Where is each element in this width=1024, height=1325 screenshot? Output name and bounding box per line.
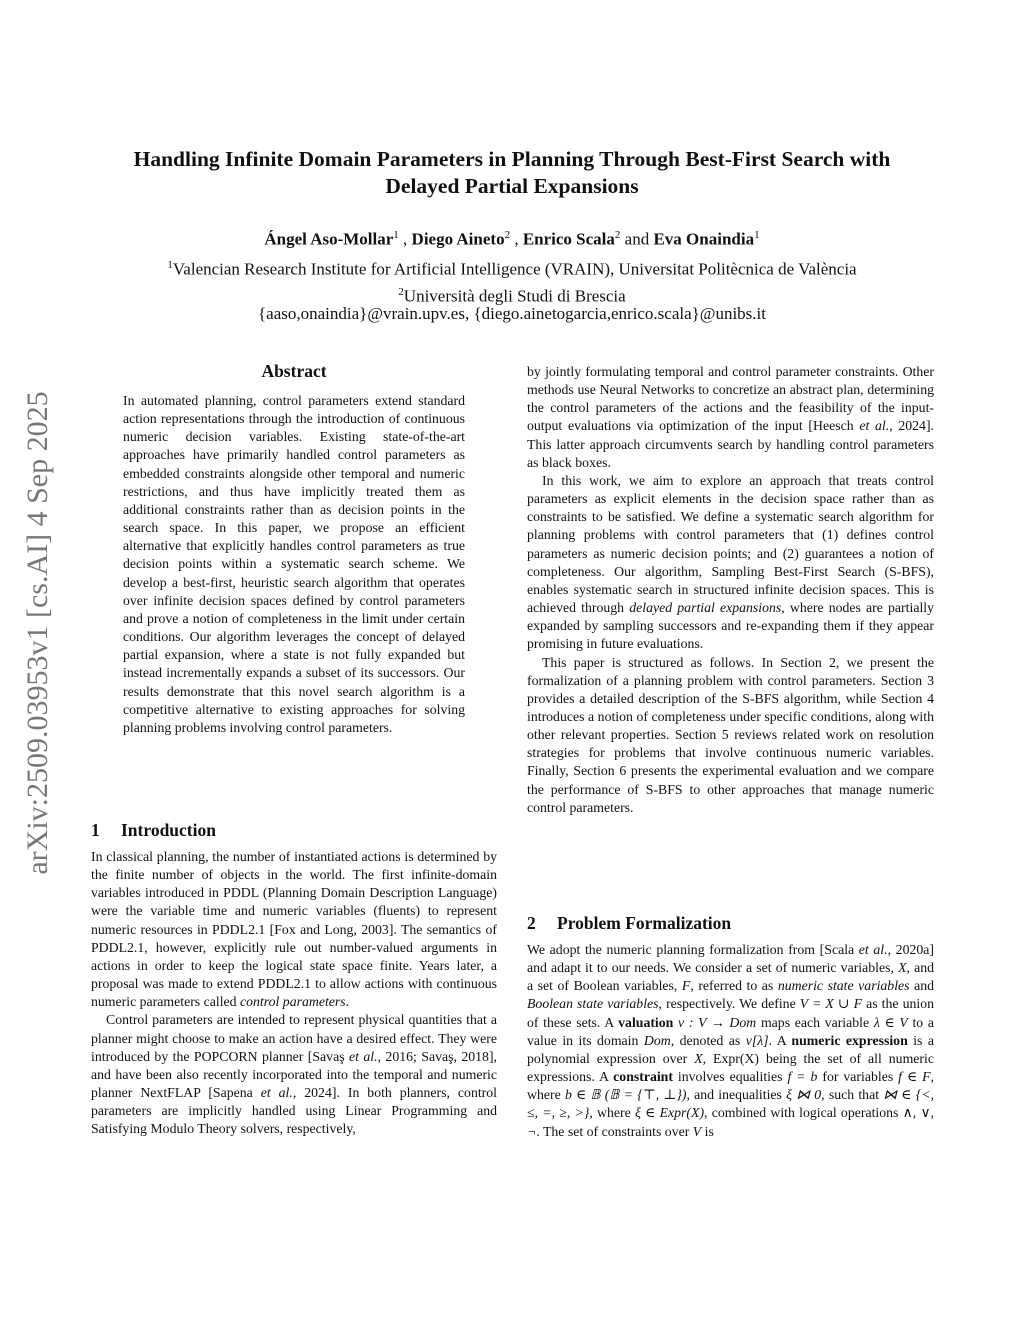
math-expression: V = X ∪ F xyxy=(799,996,862,1012)
math-expression: v : V → Dom xyxy=(673,1014,757,1030)
problem-formalization-body xyxy=(527,941,934,1141)
author-affiliation-mark: 2 xyxy=(504,229,511,241)
paragraph-text: , where xyxy=(527,1069,934,1103)
affiliation-text: Università degli Studi di Brescia xyxy=(403,286,626,306)
paragraph xyxy=(527,472,934,654)
paragraph-text: , 2024]. In both planners, control parameters are implicitly handled using Linear Programming and Satisfying Modulo Theory solvers, respectively, xyxy=(91,1085,498,1137)
paragraph-text: involves equalities xyxy=(672,1069,788,1085)
affiliation-number: 2 xyxy=(398,285,404,298)
author-name: Eva Onaindia xyxy=(653,229,755,249)
paragraph-text: , 2020a] and adapt it to our needs. We consider a set of numeric variables, xyxy=(527,942,934,976)
affiliations xyxy=(60,254,964,307)
paragraph-text: , referred to as xyxy=(690,978,778,994)
paragraph-text: , such that xyxy=(821,1087,884,1103)
author-separator: , xyxy=(398,229,412,249)
bold-term: numeric expression xyxy=(791,1032,908,1048)
author-name: Ángel Aso-Mollar xyxy=(264,229,394,249)
paragraph: This paper is structured as follows. In Section 2, we present the formalization of a planning problem with control parameters. Section 3 provides a detailed description of the S-BFS algorithm, while Section 4 introduces a notion of completeness under specific conditions, along with other relevant properties. Section 5 reviews related work on resolution strategies for problems that involve continuous numeric variables. Finally, Section 6 presents the experimental evaluation and we compare the performance of S-BFS to other approaches that manage numeric control parameters. xyxy=(527,654,934,815)
author-affiliation-mark: 1 xyxy=(393,229,399,241)
paragraph-text: We adopt the numeric planning formalization from [Scala xyxy=(527,942,859,957)
abstract-heading: Abstract xyxy=(261,361,327,381)
introduction-body xyxy=(91,848,497,1139)
paragraph-text: as the union of these sets. A xyxy=(527,996,935,1030)
paper-title xyxy=(60,146,964,200)
paragraph xyxy=(91,1011,497,1138)
author-affiliation-mark: 2 xyxy=(614,229,621,241)
title-line-1: Handling Infinite Domain Parameters in Planning Through Best-First Search with xyxy=(133,147,891,171)
section-number: 1 xyxy=(91,820,100,840)
math-expression: Dom xyxy=(643,1032,671,1048)
math-expression: λ ∈ V xyxy=(873,1014,908,1030)
author-separator: , xyxy=(510,229,523,249)
paragraph xyxy=(527,941,934,1141)
paragraph-text: . The set of constraints over xyxy=(536,1123,693,1139)
paragraph-text: , and inequalities xyxy=(686,1087,787,1103)
paragraph-text: by jointly formulating temporal and control parameter constraints. Other methods use Neural Networks to concretize an abstract plan, determining the control parameters of the actions and the feasibility of the input-output evaluations via optimization of the input [Heesch xyxy=(527,364,934,434)
paragraph-text: maps each variable xyxy=(756,1014,874,1030)
author-affiliation-mark: 1 xyxy=(754,229,760,241)
paragraph-text: , 2016; Savaş, 2018], and have been also recently incorporated into the temporal and numeric planner NextFLAP [Sapena xyxy=(91,1048,497,1101)
author-conjunction: and xyxy=(620,229,654,249)
paragraph-text: and xyxy=(909,978,934,994)
paragraph-text: being the set of all numeric expressions. A xyxy=(527,1050,934,1085)
math-symbol: X xyxy=(694,1050,703,1066)
title-line-2: Delayed Partial Expansions xyxy=(385,174,639,198)
math-symbol: X xyxy=(898,960,907,976)
paragraph-text: , where xyxy=(589,1105,635,1121)
bold-term: valuation xyxy=(618,1014,674,1030)
emphasis-text: Boolean state variables xyxy=(527,996,659,1012)
math-expression: ξ ⋈ 0 xyxy=(786,1087,822,1103)
paragraph-text: . xyxy=(345,994,350,1010)
section-heading-introduction xyxy=(91,820,216,841)
paragraph-text: , denoted as xyxy=(670,1032,746,1048)
paragraph-text: , and a set of Boolean variables, xyxy=(527,960,934,994)
emphasis-text: control parameters xyxy=(240,994,346,1010)
author-name: Diego Aineto xyxy=(411,229,505,249)
section-title: Introduction xyxy=(121,820,216,840)
math-expression: f = b xyxy=(787,1069,818,1085)
author-list xyxy=(60,224,964,251)
paragraph-text: is xyxy=(701,1123,714,1139)
paragraph-text: , where nodes are partially expanded by sampling successors and re-expanding them if they appear promising in future evaluations. xyxy=(527,600,935,652)
paragraph xyxy=(527,363,934,472)
paragraph-text: , combined with logical operations xyxy=(704,1105,903,1121)
math-expression: f ∈ F xyxy=(898,1069,931,1085)
paragraph-text: , 2024]. This latter approach circumvents search by handling control parameters as black boxes. xyxy=(527,418,934,470)
math-symbol: F xyxy=(681,978,691,994)
paragraph-text: for variables xyxy=(817,1069,899,1085)
affiliation-line xyxy=(60,254,964,281)
math-expression: ∧, ∨, ¬ xyxy=(527,1105,934,1139)
bold-term: constraint xyxy=(613,1069,673,1085)
affiliation-number: 1 xyxy=(167,259,173,271)
introduction-continued xyxy=(527,363,934,817)
math-expression: ⋈ ∈ {<, ≤, =, ≥, >} xyxy=(527,1087,934,1121)
paragraph-text: , respectively. We define xyxy=(658,996,800,1012)
citation-etal: et al. xyxy=(858,942,888,957)
author-emails: {aaso,onaindia}@vrain.upv.es, {diego.ainetogarcia,enrico.scala}@unibs.it xyxy=(258,304,766,323)
author-name: Enrico Scala xyxy=(522,229,615,249)
section-number: 2 xyxy=(527,913,536,933)
citation-etal: et al. xyxy=(349,1048,378,1064)
emphasis-text: delayed partial expansions xyxy=(629,600,782,616)
citation-etal: et al. xyxy=(859,418,890,434)
math-expression: b ∈ 𝔹 (𝔹 = {⊤, ⊥}) xyxy=(564,1087,687,1103)
paragraph-text: is a polynomial expression over xyxy=(527,1032,935,1066)
citation-etal: et al. xyxy=(260,1085,293,1101)
paragraph-text: . A xyxy=(768,1032,792,1048)
math-expression: ξ ∈ Expr(X) xyxy=(635,1105,705,1121)
paragraph-text: Control parameters are intended to represent physical quantities that a planner might choose to make an action have a desired effect. They were introduced by the POPCORN planner [Savaş xyxy=(91,1012,497,1064)
arxiv-identifier: arXiv:2509.03953v1 [cs.AI] 4 Sep 2025 xyxy=(21,391,54,875)
section-title: Problem Formalization xyxy=(557,913,732,933)
paragraph xyxy=(91,848,497,1011)
paragraph-text: to a value in its domain xyxy=(527,1014,935,1048)
paragraph-text: In classical planning, the number of instantiated actions is determined by the finite number of objects in the world. The first infinite-domain variables introduced in PDDL (Planning Domain Description Language) were the variable time and numeric variables (fluents) to represent numeric resources in PDDL2.1 [Fox and Long, 2003]. The semantics of PDDL2.1, however, explicitly rule out number-valued arguments in actions in order to keep the logical state space finite. Years later, a proposal was made to extend PDDL2.1 to allow actions with continuous numeric parameters called xyxy=(91,849,497,1010)
abstract-text: In automated planning, control parameters extend standard action representations through the introduction of continuous numeric decision variables. Existing state-of-the-art approaches have primarily handled control parameters as embedded constraints alongside other temporal and numeric restrictions, and thus have implicitly treated them as additional constraints rather than as decision points in the search space. In this paper, we propose an efficient alternative that explicitly handles control parameters as true decision points within a systematic search scheme. We develop a best-first, heuristic search algorithm that operates over infinite decision spaces defined by control parameters and prove a notion of completeness in the limit under certain conditions. Our algorithm leverages the concept of delayed partial expansion, where a state is not fully expanded but instead incrementally expands a subset of its successors. Our results demonstrate that this novel search algorithm is a competitive alternative to existing approaches for solving planning problems involving control parameters. xyxy=(123,393,465,735)
math-expression: v[λ] xyxy=(745,1032,769,1048)
emphasis-text: numeric state variables xyxy=(777,978,910,994)
math-symbol: V xyxy=(692,1123,702,1139)
paragraph-text: In this work, we aim to explore an approach that treats control parameters as explicit elements in the decision space rather than as constraints to be satisfied. We define a systematic search algorithm for planning problems with control parameters that (1) defines control parameters as numeric decision points; and (2) guarantees a notion of completeness. Our algorithm, Sampling Best-First Search (S-BFS), enables systematic search in structured infinite decision spaces. This is achieved through xyxy=(527,472,934,616)
math-expression: Expr(X) xyxy=(713,1050,760,1066)
affiliation-text: Valencian Research Institute for Artificial Intelligence (VRAIN), Universitat Politècnica de València xyxy=(172,259,857,279)
paragraph-text: , xyxy=(702,1050,714,1066)
section-heading-problem-formalization xyxy=(527,913,731,934)
